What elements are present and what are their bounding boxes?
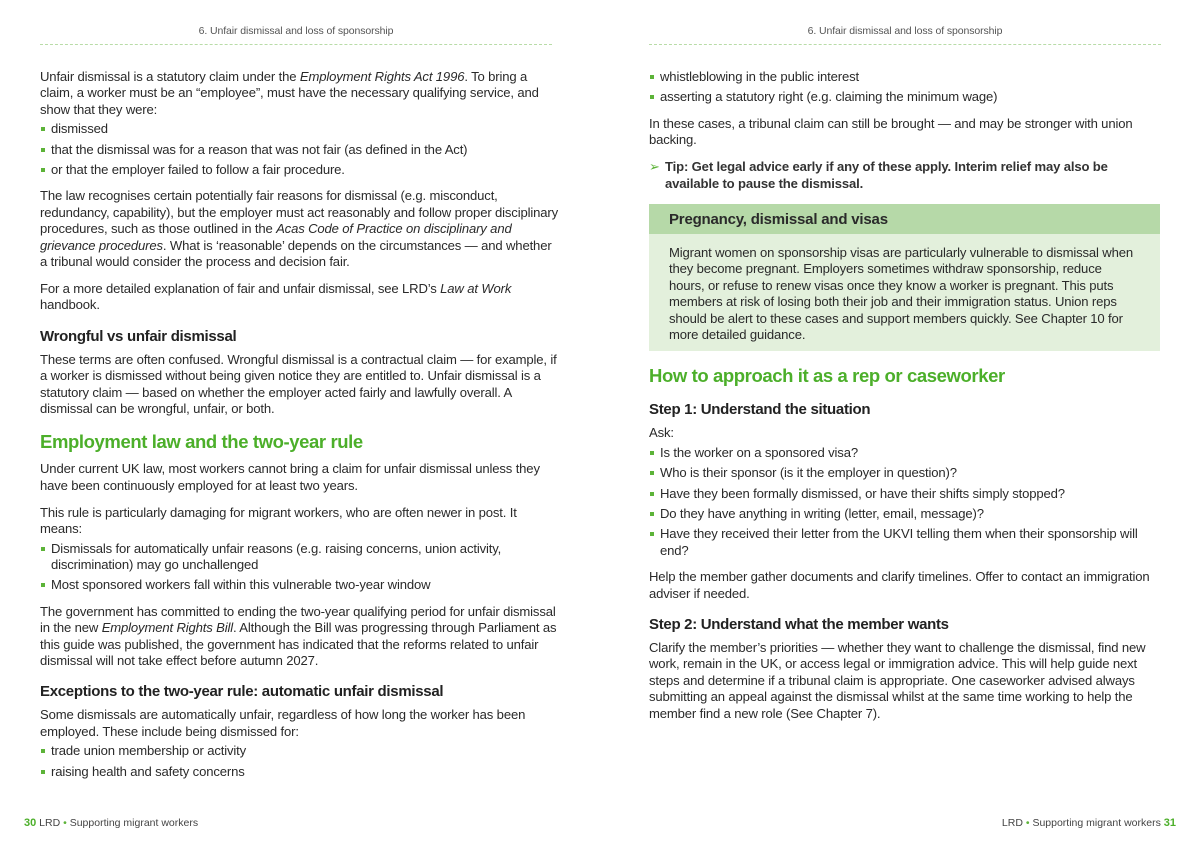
- list-item: whistleblowing in the public interest: [649, 69, 1161, 85]
- bullet-list: [649, 69, 1161, 106]
- tip-text: Tip: Get legal advice early if any of these apply. Interim relief may also be available to pause the dismissal.: [665, 159, 1108, 191]
- paragraph: In these cases, a tribunal claim can still be brought — and may be stronger with union backing.: [649, 115, 1133, 148]
- publication-title: Supporting migrant workers: [1032, 817, 1161, 829]
- bullet-list: [649, 445, 1161, 559]
- paragraph: [40, 604, 560, 670]
- callout-body: Migrant women on sponsorship visas are particularly vulnerable to dismissal when they become pregnant. Employers sometimes withdraw sponsorship, reduce hours, or refuse to renew visas once they know a worker is pregnant. This puts members at risk of losing both their job and their immigration status. Union reps should be alert to these cases and support members quickly. See Chapter 10 for more detailed guidance.: [669, 244, 1133, 342]
- text: . To bring a claim, a worker must be an “employee”, must have the necessary qualifying service, and show that they were:: [40, 69, 539, 117]
- paragraph: [40, 188, 560, 270]
- text: The government has committed to ending the two-year qualifying period for unfair dismissal in the new: [40, 603, 556, 636]
- list-item: Have they been formally dismissed, or have their shifts simply stopped?: [649, 486, 1161, 502]
- running-header: 6. Unfair dismissal and loss of sponsorship: [807, 25, 1003, 37]
- callout-title: Pregnancy, dismissal and visas: [649, 204, 1160, 234]
- paragraph: Some dismissals are automatically unfair, regardless of how long the worker has been employed. These include being dismissed for:: [40, 707, 526, 739]
- list-item: trade union membership or activity: [40, 743, 560, 759]
- footer-right: [1002, 817, 1176, 829]
- bullet-list: [40, 743, 560, 780]
- list-item: Have they received their letter from the UKVI telling them when their sponsorship will end?: [649, 526, 1161, 559]
- publication-title: Supporting migrant workers: [69, 817, 199, 829]
- paragraph: These terms are often confused. Wrongful dismissal is a contractual claim — for example, if a worker is dismissed without being given notice they are entitled to. Unfair dismissal is a statutory claim — based on whether the employer acted fairly and lawfully overall. A dismissal can be wrongful, unfair, or both.: [40, 351, 557, 416]
- footer-left: [24, 817, 198, 829]
- list-item: Do they have anything in writing (letter, email, message)?: [649, 506, 1161, 522]
- paragraph: Help the member gather documents and clarify timelines. Offer to contact an immigration adviser if needed.: [649, 569, 1150, 601]
- paragraph: [40, 281, 560, 314]
- bullet: •: [1025, 817, 1030, 829]
- text: handbook.: [40, 297, 100, 313]
- right-column: [649, 69, 1161, 733]
- list-item: raising health and safety concerns: [40, 764, 560, 780]
- paragraph: Ask:: [649, 425, 674, 441]
- text: The law recognises certain potentially fair reasons for dismissal (e.g. misconduct, redundancy, capability), but the employer must act reasonably and follow proper disciplinary procedures, such as those outlined in the: [40, 188, 558, 237]
- bullet-list: [40, 121, 560, 178]
- list-item: dismissed: [40, 121, 560, 137]
- subheading: Step 1: Understand the situation: [649, 401, 871, 419]
- text: . Although the Bill was progressing through Parliament as this guide was published, the government has indicated that the reforms related to unfair dismissal will not take effect before autumn 2027.: [40, 620, 557, 668]
- bullet: •: [63, 817, 67, 829]
- arrow-icon: ➢: [649, 159, 660, 175]
- text: . What is ‘reasonable’ depends on the circumstances — and whether a tribunal would consider the process and decision fair.: [40, 237, 552, 270]
- bullet-list: [40, 541, 560, 594]
- code-title: Acas Code of Practice on disciplinary and grievance procedures: [40, 221, 512, 253]
- text: Unfair dismissal is a statutory claim under the: [40, 69, 300, 84]
- right-page: [600, 0, 1200, 852]
- running-header: 6. Unfair dismissal and loss of sponsorship: [198, 25, 394, 37]
- book-title: Law at Work: [440, 280, 512, 296]
- list-item: or that the employer failed to follow a fair procedure.: [40, 162, 560, 178]
- section-heading: Employment law and the two-year rule: [40, 431, 363, 453]
- paragraph: [40, 69, 560, 118]
- subheading: Exceptions to the two-year rule: automatic unfair dismissal: [40, 683, 444, 701]
- paragraph: Clarify the member’s priorities — whether they want to challenge the dismissal, find new work, remain in the UK, or access legal or immigration advice. This will help guide next steps and determine if a tribunal claim is appropriate. One caseworker advised always submitting an appeal against the dismissal whilst at the same time working to help the member find a new role (See Chapter 7).: [649, 640, 1146, 721]
- header-rule: [40, 44, 552, 45]
- section-heading: How to approach it as a rep or caseworker: [649, 365, 1005, 387]
- list-item: Dismissals for automatically unfair reasons (e.g. raising concerns, union activity, discrimination) may go unchallenged: [40, 541, 560, 574]
- callout-box: [649, 204, 1160, 351]
- paragraph: Under current UK law, most workers cannot bring a claim for unfair dismissal unless they have been continuously employed for at least two years.: [40, 461, 540, 493]
- publisher: LRD: [1001, 817, 1023, 829]
- page-number: 30: [24, 817, 37, 829]
- left-column: [40, 69, 560, 790]
- page-number: 31: [1163, 817, 1176, 829]
- list-item: asserting a statutory right (e.g. claiming the minimum wage): [649, 89, 1161, 105]
- list-item: Is the worker on a sponsored visa?: [649, 445, 1161, 461]
- list-item: that the dismissal was for a reason that was not fair (as defined in the Act): [40, 142, 560, 158]
- paragraph: This rule is particularly damaging for migrant workers, who are often newer in post. It means:: [40, 504, 517, 537]
- list-item: Most sponsored workers fall within this vulnerable two-year window: [40, 577, 560, 593]
- bill-title: Employment Rights Bill: [101, 620, 234, 636]
- tip: [649, 159, 1161, 192]
- subheading: Step 2: Understand what the member wants: [649, 616, 949, 634]
- publisher: LRD: [39, 817, 61, 829]
- header-rule: [649, 44, 1161, 45]
- act-title: Employment Rights Act 1996: [299, 69, 465, 84]
- subheading: Wrongful vs unfair dismissal: [40, 327, 237, 345]
- list-item: Who is their sponsor (is it the employer in question)?: [649, 465, 1161, 481]
- text: For a more detailed explanation of fair and unfair dismissal, see LRD’s: [40, 280, 441, 296]
